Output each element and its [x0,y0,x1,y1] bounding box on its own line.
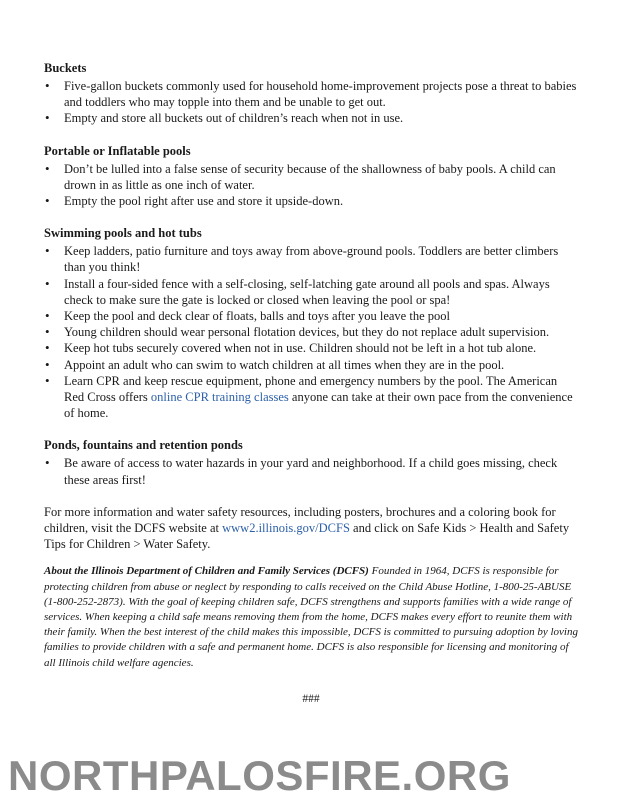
more-info-after: and click on Safe Kids > Health and Safety Tips for Children > Water Safety. [44,521,570,552]
ponds-list [44,455,578,487]
about-heading: About the Illinois Department of Children and Family Services (DCFS) [44,565,369,578]
about-text: Founded in 1964, DCFS is responsible for protecting children from abuse or neglect by responding to calls received on the Child Abuse Hotline, 1-800-25-ABUSE (1-800-252-2873). With the goal of keeping children safe, DCFS strengthens and supports families with a wide range of services. When keeping a child safe means removing them from the home, DCFS makes every effort to reunite them with their family. When the best interest of the child makes this impossible, DCFS is committed to pursuing adoption by loving families to provide children with a safe and permanent home. DCFS is also responsible for licensing and monitoring of all Illinois child welfare agencies. [44,565,578,669]
more-info-paragraph [44,504,578,553]
section-title-swimming-pools: Swimming pools and hot tubs [44,226,202,241]
swimming-pools-list [44,243,578,421]
cpr-text-before: Learn CPR and keep rescue equipment, phone and emergency numbers by the pool. The American Red Cross offers [64,373,558,405]
about-dcfs-paragraph [44,564,578,670]
cpr-training-link[interactable]: online CPR training classes [150,390,289,405]
cpr-text-after: anyone can take at their own pace from the convenience of home. [64,390,573,421]
list-item: • Keep the pool and deck clear of floats, balls and toys after you leave the pool [44,308,578,324]
end-mark: ### [302,692,320,705]
section-title-buckets: Buckets [44,61,87,75]
list-item-cpr [44,373,578,422]
watermark-text: NORTHPALOSFIRE.ORG [8,752,511,799]
list-item: • Be aware of access to water hazards in your yard and neighborhood. If a child goes missing, check these areas first! [44,455,578,487]
list-item: • Keep hot tubs securely covered when not in use. Children should not be left in a hot tub alone. [44,340,578,356]
portable-pools-list [44,161,578,210]
list-item: • Don’t be lulled into a false sense of security because of the shallowness of baby pools. A child can drown in as little as one inch of water. [44,161,578,193]
section-title-ponds: Ponds, fountains and retention ponds [44,438,243,453]
list-item: • Empty and store all buckets out of children’s reach when not in use. [44,110,578,126]
list-item: • Young children should wear personal flotation devices, but they do not replace adult supervision. [44,324,578,340]
buckets-list [44,78,578,127]
list-item: • Appoint an adult who can swim to watch children at all times when they are in the pool. [44,357,578,373]
more-info-before: For more information and water safety resources, including posters, brochures and a coloring book for children, visit the DCFS website at [44,504,556,536]
list-item: • Install a four-sided fence with a self-closing, self-latching gate around all pools and spas. Always check to make sure the gate is locked or closed when leaving the pool or spa! [44,276,578,308]
list-item: • Keep ladders, patio furniture and toys away from above-ground pools. Toddlers are better climbers than you think! [44,243,578,275]
document-page [44,60,578,705]
section-title-portable-pools: Portable or Inflatable pools [44,143,191,158]
dcfs-website-link[interactable]: www2.illinois.gov/DCFS [222,521,350,536]
list-item: • Empty the pool right after use and store it upside-down. [44,193,578,209]
list-item: • Five-gallon buckets commonly used for household home-improvement projects pose a threat to babies and toddlers who may topple into them and be unable to get out. [44,78,578,110]
